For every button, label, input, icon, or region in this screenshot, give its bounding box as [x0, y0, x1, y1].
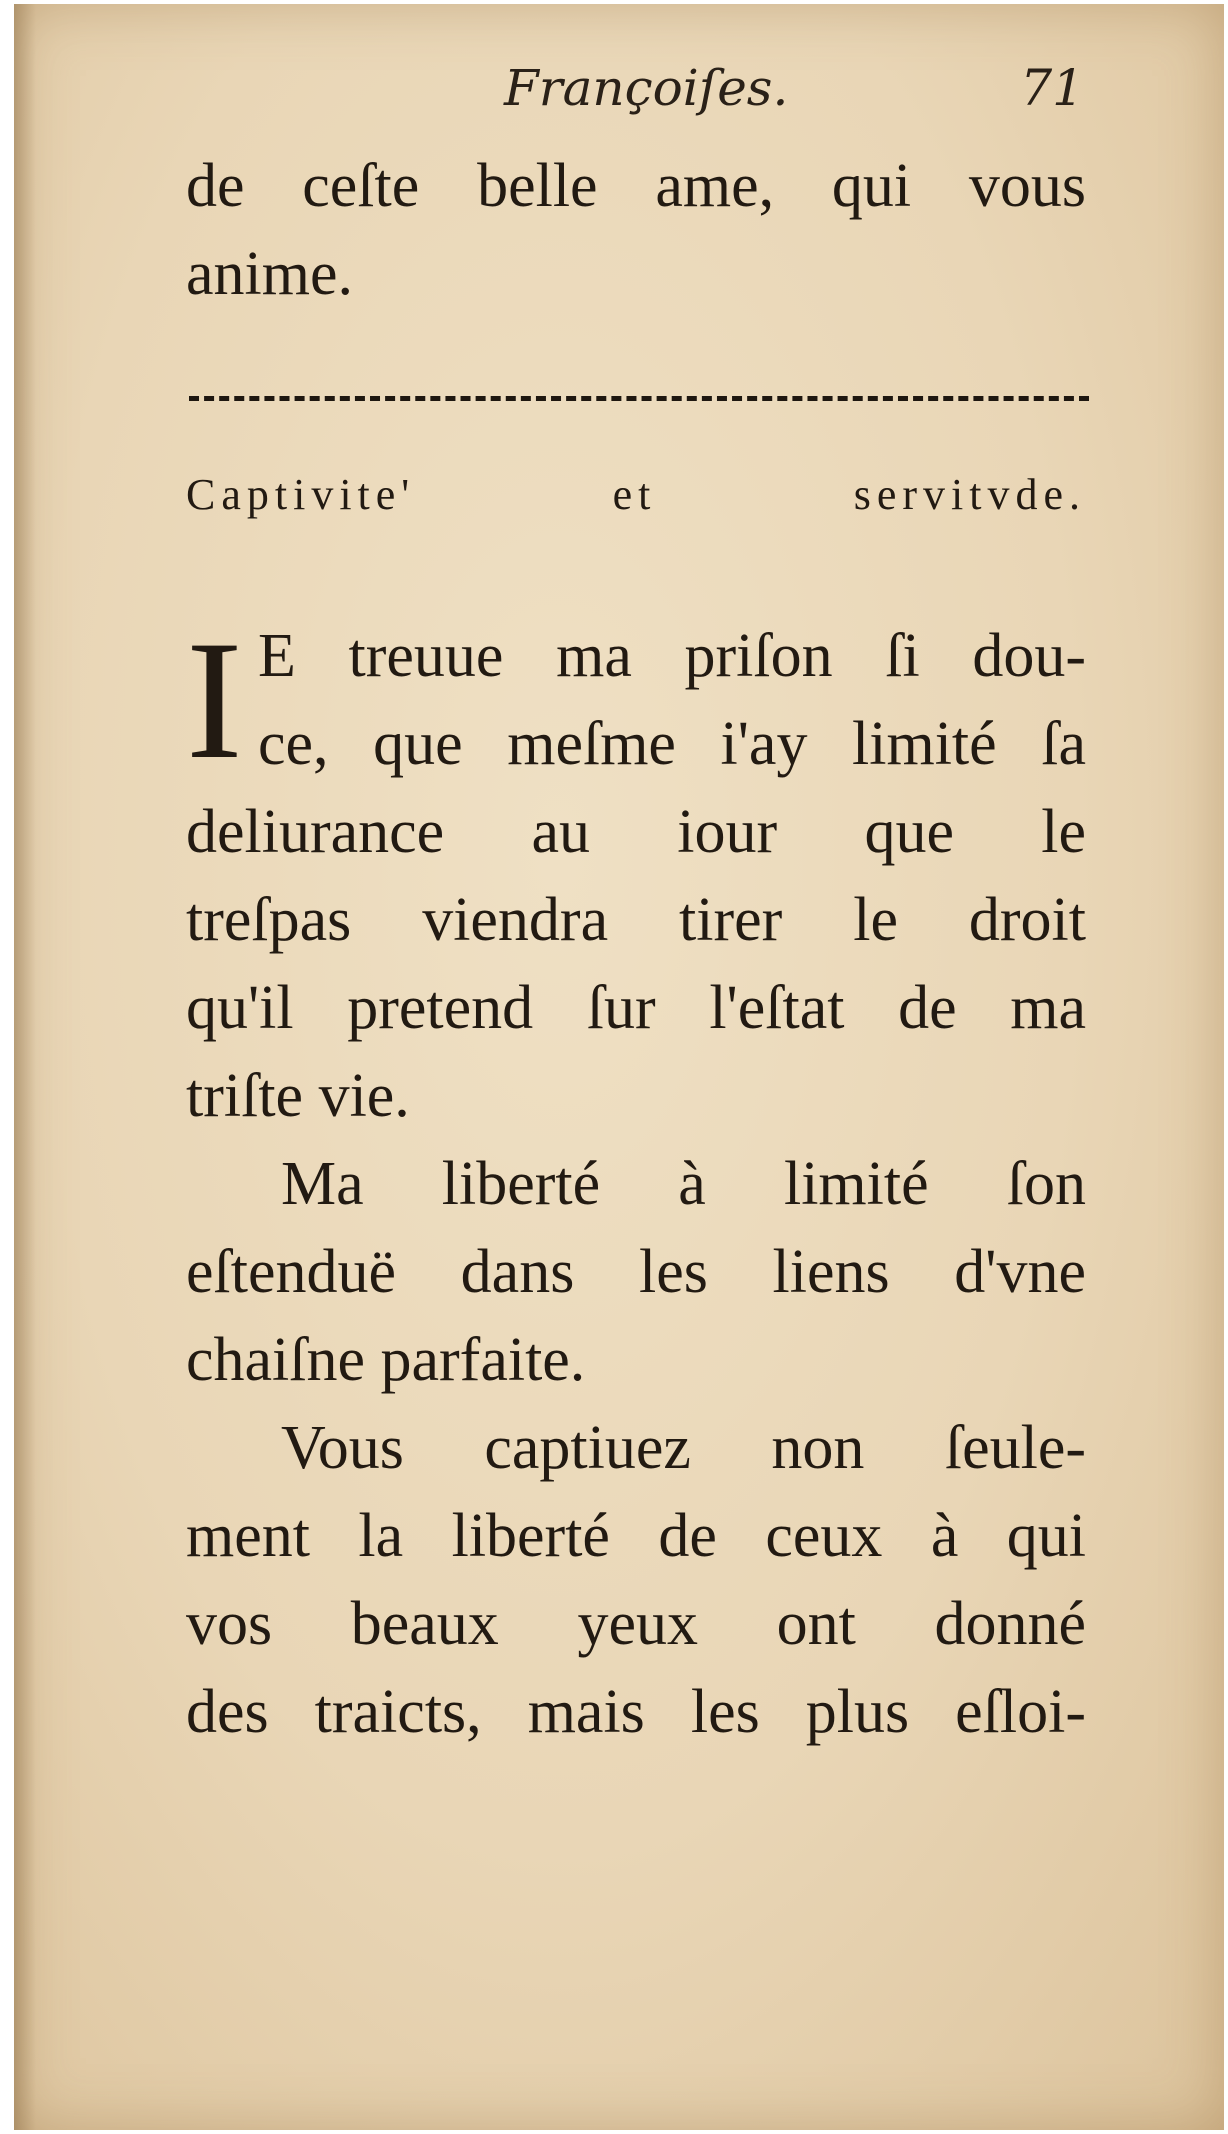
text-line: eſtenduë dans les liens d'vne	[186, 1238, 1086, 1306]
running-head	[184, 59, 1084, 129]
text-line: ce, que meſme i'ay limité ſa	[258, 710, 1086, 778]
page-gutter-shadow	[14, 4, 36, 2130]
text-line: de ceſte belle ame, qui vous	[186, 152, 1086, 220]
text-line: Ma liberté à limité ſon	[281, 1150, 1086, 1218]
text-line: Vous captiuez non ſeule-	[281, 1414, 1086, 1482]
text-line: anime.	[186, 240, 353, 308]
text-line: vos beaux yeux ont donné	[186, 1590, 1086, 1658]
body-text	[186, 788, 1086, 1756]
drop-cap: I	[186, 606, 243, 794]
section-title: Captivite' et servitvde.	[186, 470, 1086, 519]
book-page	[14, 4, 1224, 2130]
text-line: treſpas viendra tirer le droit	[186, 886, 1086, 954]
text-line: triſte vie.	[186, 1062, 410, 1130]
text-block-top	[186, 142, 1086, 318]
page-number: 71	[1020, 59, 1084, 117]
text-line: qu'il pretend ſur l'eſtat de ma	[186, 974, 1086, 1042]
text-line: des traicts, mais les plus eſloi-	[186, 1678, 1086, 1746]
text-line: ment la liberté de ceux à qui	[186, 1502, 1086, 1570]
paragraph-1	[186, 606, 1086, 794]
text-line: E treuue ma priſon ſi dou-	[258, 622, 1086, 690]
section-divider	[189, 396, 1089, 401]
text-line: deliurance au iour que le	[186, 798, 1086, 866]
text-line: chaiſne parfaite.	[186, 1326, 586, 1394]
running-title: Françoiſes.	[504, 59, 789, 117]
